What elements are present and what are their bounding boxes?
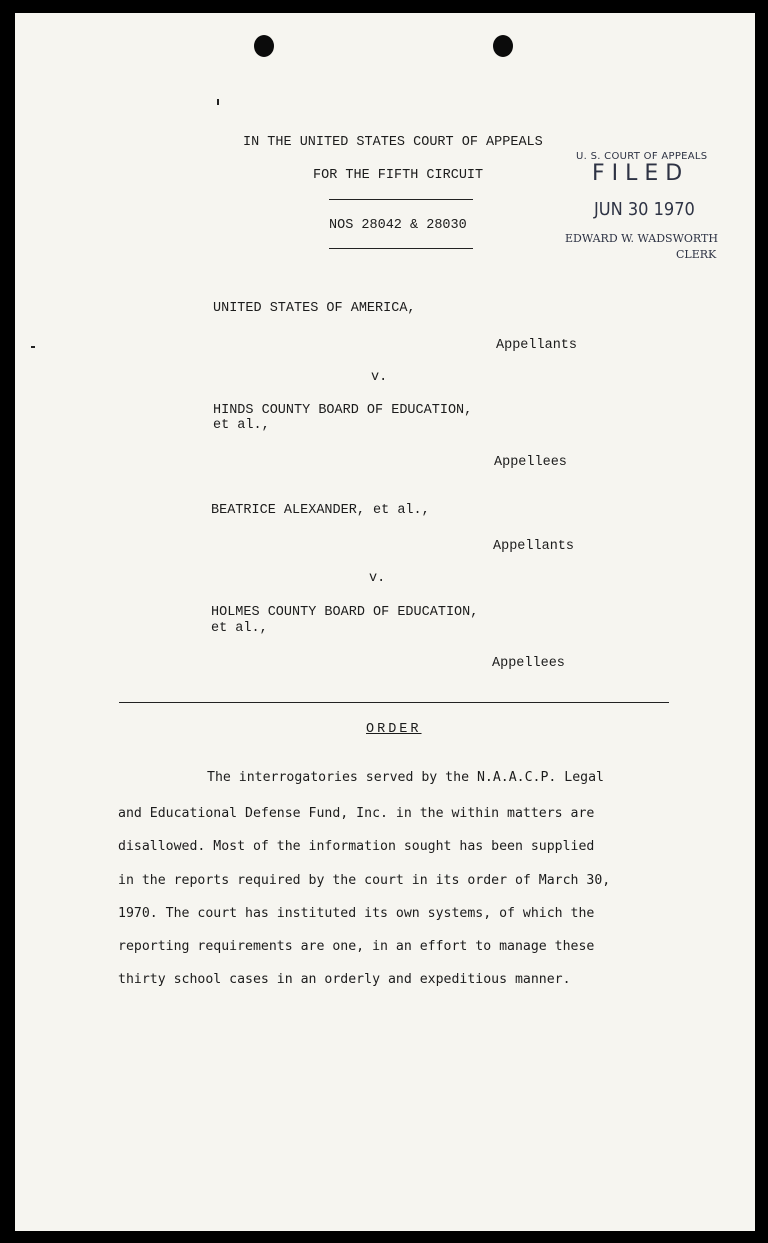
- stamp-clerk-title: CLERK: [676, 248, 717, 261]
- stamp-date: JUN 30 1970: [594, 199, 695, 220]
- ink-speck: [31, 346, 35, 348]
- order-line: in the reports required by the court in its order of March 30,: [118, 873, 611, 888]
- case2-defendant-role: Appellees: [492, 656, 565, 671]
- case1-versus: v.: [371, 370, 388, 385]
- order-line: disallowed. Most of the information sought has been supplied: [118, 839, 595, 854]
- stamp-court: U. S. COURT OF APPEALS: [576, 151, 708, 162]
- case2-versus: v.: [369, 571, 386, 586]
- case2-plaintiff: BEATRICE ALEXANDER, et al.,: [211, 503, 430, 518]
- case2-defendant: HOLMES COUNTY BOARD OF EDUCATION,: [211, 605, 479, 620]
- order-line: thirty school cases in an orderly and expeditious manner.: [118, 972, 571, 987]
- order-line: The interrogatories served by the N.A.A.C.P. Legal: [207, 770, 604, 785]
- case1-defendant-etal: et al.,: [213, 418, 270, 433]
- circuit-name: FOR THE FIFTH CIRCUIT: [313, 168, 484, 183]
- punch-hole-left: [254, 35, 274, 57]
- caption-rule-bottom: [329, 248, 473, 249]
- court-name: IN THE UNITED STATES COURT OF APPEALS: [243, 135, 543, 150]
- punch-hole-right: [493, 35, 513, 57]
- case2-plaintiff-role: Appellants: [493, 539, 575, 554]
- case1-defendant-role: Appellees: [494, 455, 567, 470]
- stamp-clerk-name: EDWARD W. WADSWORTH: [565, 232, 718, 245]
- case1-defendant: HINDS COUNTY BOARD OF EDUCATION,: [213, 403, 473, 418]
- caption-rule-top: [329, 199, 473, 200]
- order-line: 1970. The court has instituted its own systems, of which the: [118, 906, 595, 921]
- order-title: ORDER: [366, 722, 422, 737]
- ink-speck: [217, 99, 219, 105]
- order-line: reporting requirements are one, in an effort to manage these: [118, 939, 595, 954]
- case-numbers: NOS 28042 & 28030: [329, 218, 467, 233]
- case1-plaintiff: UNITED STATES OF AMERICA,: [213, 301, 416, 316]
- case1-plaintiff-role: Appellants: [496, 338, 578, 353]
- stamp-filed: FILED: [592, 161, 690, 186]
- order-line: and Educational Defense Fund, Inc. in the within matters are: [118, 806, 595, 821]
- case2-defendant-etal: et al.,: [211, 621, 268, 636]
- section-divider: [119, 702, 669, 703]
- document-page: [15, 13, 755, 1231]
